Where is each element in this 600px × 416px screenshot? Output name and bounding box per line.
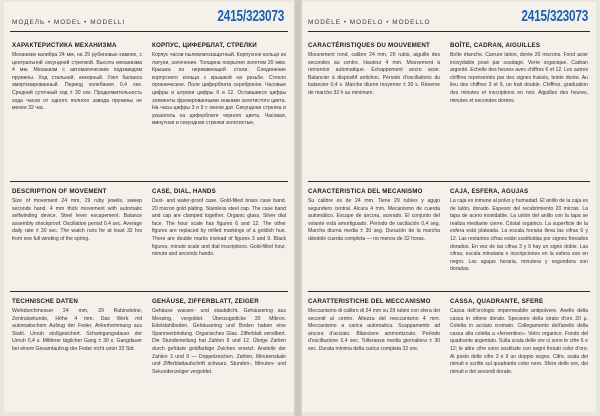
- movement-title: ХАРАКТЕРИСТИКА МЕХАНИЗМА: [12, 42, 117, 49]
- case-title: GEHÄUSE, ZIFFERBLATT, ZEIGER: [152, 298, 259, 305]
- case-text: Cassa dell'orologio impermeabile antipolvere. Anello della cassa in ottone dorato. Spessore della strato d'oro 20 μ. Coletta in acciaio cromato. Collegamento dell'anello della cassa alla coletta a «ferventino». Vetro organico. Fondo del quadrante argentato. Sulla scala delle ore ci sono le cifre 6 e 12; le altre cifre sono sostituite con segni fresati color d'oro. Al posto delle cifre 3 e 9 un doppio segno. Cifre, scala dei minuti e scritte sul quadrante color nero. Sfere delle ore, dei minuti e dei secondi dorate.: [450, 308, 588, 375]
- case-text: Boîte étanche. Carrure laiton, dorée 20 microns. Fond acier inoxydable posé par soudage. Verre organique. Cadran argenté. Echelle des heures avec chiffres 6 et 12. Les autres chiffres représentés par des signes fraisés, teinte dorée. Au lieu des chiffres 3 et 9, un trait double. Chiffres, graduation des minutes et inscriptions en noir. Aiguilles des heures, minutes et secondes dorées.: [450, 52, 588, 104]
- right-page: [302, 2, 596, 412]
- movement-text: Механизм калибра 24 мм, на 29 рубиновых камнях, с центральной секундной стрелкой. Высота механизма 4 мм. Механизм с автоматическим подзаводом пружины. Ход стальной, анкерный. Узел баланса амортизированный. Период колебания 0,4 сек. Средний суточный ход ± 30 сек. Продолжительность хода часов от одного полного завода пружины не менее 32 час.: [12, 52, 142, 112]
- model-code: 2415/323073: [521, 8, 588, 25]
- header-rule: [10, 31, 288, 32]
- case-text: Dust- and water-proof case. Gold-filled brass case band. 20 micron gold plating. Stainless steel cap. The case band and cap are clamped together. Organic glass. Silver dial face. The hour scale has figures 6 and 12. The other figures are replaced by milled markings of a goldish hue. There are double marks instead of figures 3 and 9. Black figures, minute scale and dial inscriptions. Gold-filled hour, minute and seconds hands.: [152, 198, 286, 258]
- model-code: 2415/323073: [217, 8, 284, 25]
- movement-text: Su calibre es de 24 mm. Tiene 29 rubíes y agujo segundero central. Alcura 4 mm. Mecanismo de cuerda automático. Escape de áncora, acerado. El conjunto del volante está amortiguado. Periodo de oscilación 0,4 seg. Marcha diurna media ± 30 seg. Duración de la marcha dándole cuerda completa — no menos de 32 horas.: [308, 198, 440, 242]
- section-divider: [10, 291, 288, 292]
- case-column: [450, 188, 588, 274]
- movement-column: [308, 188, 440, 244]
- case-text: La caja es inmune al polvo y humedad. El anillo de la caja es de latón, dorado. Espesor del recubrimiento 20 micras. La tapa de acero inoxidable. La unión del anillo con la tapa se realiza mediante cierre. Cristal orgánico. La superficie de la esfera está plateada. La escala horaria lleva las cifras 6 y 12. Las restantes cifras están sustituidas por signos fresados dorados. En vez de las cifras 3 y 9 hay un signo doble. Las cifras, escala minutaria e inscripciones en la esfera son en negro. Las agujas horaria, minutera y segundera son doradas.: [450, 198, 588, 273]
- movement-title: DESCRIPTION OF MOVEMENT: [12, 188, 107, 195]
- case-title: КОРПУС, ЦИФЕРБЛАТ, СТРЕЛКИ: [152, 42, 257, 49]
- movement-title: CARACTÉRISTIQUES DU MOUVEMENT: [308, 42, 430, 49]
- section-divider: [308, 291, 590, 292]
- case-column: [450, 42, 588, 105]
- case-column: [152, 42, 286, 128]
- section-divider: [308, 181, 590, 182]
- case-title: CASSA, QUADRANTE, SFERE: [450, 298, 544, 305]
- header-rule: [308, 31, 590, 32]
- case-column: [450, 298, 588, 376]
- movement-text: Mouvement rond, calibre 24 mm, 29 rubis, aiguille des secondes au centre. Hauteur 4 mm. Mouvement à remontoir automatique. Echappement ancre acier. Balancier à dispositif antichoc. Période d'oscillations du balancier 0,4 s. Marche diurne moyenne ± 30 s. Réserve de marche 32 h au minimum.: [308, 52, 440, 96]
- right-page-header: [302, 8, 596, 30]
- case-text: Gehäuse wasser- und staubdicht. Gehäusering aus Messing, vergoldet. Überzugsdicke 20 Mikron. Edelstahlboden. Gehäusering und Boden haben eine Spannverbindung. Organisches Glas. Zifferblatt versilbert. Die Stundenteilung hat Zahlen 6 und 12. Übrige Zahlen durch gefräste goldfarbige Zeichen ersetzt. Anstelle der Zahlen 3 und 9 — Doppelzeichen. Zahlen, Minutenskale und Zifferblattaufschrift schwarz. Stunden-, Minuten- und Sekundenzeiger vergoldet.: [152, 308, 286, 375]
- left-page-header: [4, 8, 294, 30]
- movement-text: Meccanismo di calibro di 24 mm su 29 rubini con sfera dei secondi al centro. Altezza del meccanismo 4 mm. Meccanismo a carica automatica. Scappamento ad ancora d'acciaio. Bilanciere ammortizzato. Periodo d'oscillazione 0,4 sec. Tolleranza media giornaliera ± 30 sec. Durata minima della carica completa 32 ore.: [308, 308, 440, 352]
- movement-column: [12, 298, 142, 354]
- case-column: [152, 298, 286, 376]
- left-page: [4, 2, 294, 412]
- case-title: CAJA, ESFERA, AGUJAS: [450, 188, 529, 195]
- movement-column: [12, 42, 142, 113]
- model-label: MODÈLE • MODELO • MODELLO: [308, 19, 431, 26]
- movement-column: [12, 188, 142, 244]
- movement-text: Size of movement 24 mm, 29 ruby jewels, sweep seconds hand. 4 mm thick movement with automatic selfwinding device. Steel lever escapement. Balance assembly shockproof. Oscillation period 0.4 sec. Average daily rate ± 30 sec. The watch runs for at least 32 hrs from one full winding of the spring.: [12, 198, 142, 242]
- book-gutter: [294, 0, 302, 416]
- case-text: Корпус часов пылевлагозащитный. Корпусное кольцо из латуни, золочение. Толщина покрытия золотом 20 мкм. Крышка из нержавеющей стали. Соединение корпусного кольца с крышкой на резьбе. Стекло органическое. Поле циферблата серебряное. Часовые цифры и штрихи цифры 6 и 12. Оставшиеся цифры элементы фрезерованными знаками золотистого цвета. На часы цифры 3 и 9 с окном дат. Секундная стрелка и указатель на циферблате черного цвета. Часовая, минутная и секундная стрелки золотистые.: [152, 52, 286, 127]
- section-divider: [10, 181, 288, 182]
- movement-column: [308, 298, 440, 354]
- movement-text: Werkdurchmesser 24 mm, 29 Rubinsteine, Zentralsekunde, Höhe 4 mm. Das Werk mit automatischem Aufzug der Feder. Ankerhemmung aus Stahl. Unruh stoßgesichert. Schwingungsdauer der Unruh 0,4 s. Mittlerer täglicher Gang ± 30 s. Gangdauer bei einem Gesamtaufzug der Feder nicht unter 32 Std.: [12, 308, 142, 352]
- model-label: МОДЕЛЬ • MODEL • MODELLI: [12, 19, 126, 26]
- movement-title: CARATTERISTICHE DEL MECCANISMO: [308, 298, 431, 305]
- movement-title: TECHNISCHE DATEN: [12, 298, 78, 305]
- case-column: [152, 188, 286, 259]
- case-title: BOÎTE, CADRAN, AIGUILLES: [450, 42, 541, 49]
- movement-column: [308, 42, 440, 98]
- case-title: CASE, DIAL, HANDS: [152, 188, 216, 195]
- movement-title: CARACTERISTICA DEL MECANISMO: [308, 188, 423, 195]
